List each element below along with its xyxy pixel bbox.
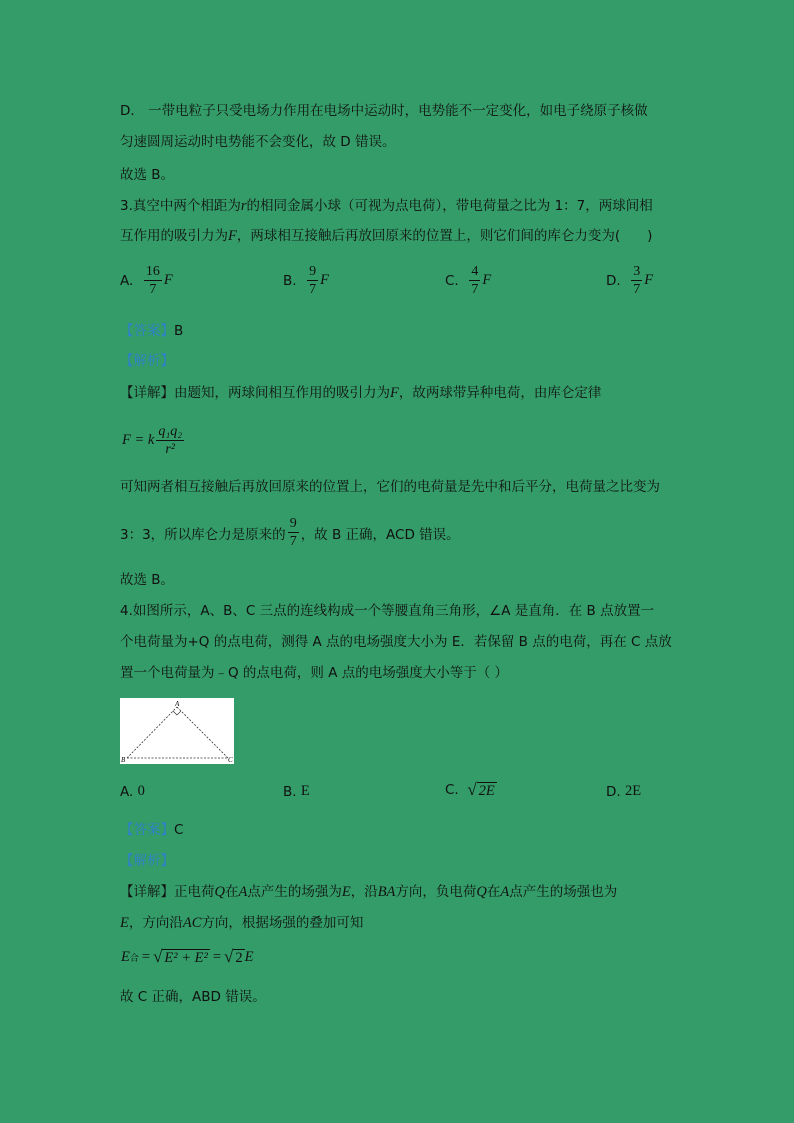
- q4-detail-line1: 【详解】正电荷Q在A点产生的场强为E，沿BA方向，负电荷Q在A点产生的场强也为: [120, 884, 618, 900]
- label-a: A: [175, 700, 180, 708]
- q3-option-b: B. $\frac{9}{7}$ F: [283, 264, 330, 297]
- q4-option-a: A. 0: [120, 783, 145, 800]
- q3-option-c: C. $\frac{4}{7}$ F: [445, 264, 492, 297]
- q3-analysis-tag: 【解析】: [120, 353, 174, 369]
- q4-conclusion: 故 C 正确，ABD 错误。: [120, 989, 266, 1005]
- label-b: B: [121, 756, 126, 764]
- q4-detail-line2: E，方向沿AC方向，根据场强的叠加可知: [120, 915, 364, 931]
- q4-stem-line3: 置一个电荷量为﹣Q 的点电荷，则 A 点的电场强度大小等于（ ）: [120, 665, 509, 681]
- q4-option-b: B. E: [283, 783, 310, 800]
- edge-ba: [127, 707, 177, 758]
- edge-ac: [177, 707, 228, 758]
- triangle-diagram: [120, 698, 234, 764]
- q3-stem-line2: 互作用的吸引力为F，两球相互接触后再放回原来的位置上，则它们间的库仑力变为( ): [120, 228, 653, 244]
- label-c: C: [228, 756, 233, 764]
- q4-option-c: C. √ 2E: [445, 780, 495, 799]
- right-angle-mark: [173, 711, 181, 715]
- q3-explain-line1: 可知两者相互接触后再放回原来的位置上，它们的电荷量是先中和后平分，电荷量之比变为: [120, 479, 660, 495]
- q3-coulomb-formula: F = k $\frac{\text{q₁q₂}}{\text{r²}}$: [122, 424, 183, 457]
- q2-option-d-line2: 匀速圆周运动时电势能不会变化，故 D 错误。: [120, 134, 396, 150]
- sqrt-2e: √ 2E: [467, 780, 495, 799]
- q4-stem-line1: 4.如图所示，A、B、C 三点的连线构成一个等腰直角三角形，∠A 是直角．在 B 点放置一: [120, 603, 655, 619]
- q4-analysis-tag: 【解析】: [120, 853, 174, 869]
- q3-explain-line2: 3：3，所以库仑力是原来的 $\frac{9}{7}$ ，故 B 正确，ACD 错误。: [120, 516, 460, 549]
- q3-answer: 【答案】B: [120, 323, 184, 339]
- q3-option-a: A. $\frac{16}{7}$ F: [120, 264, 173, 297]
- q4-option-d: D. 2E: [606, 783, 642, 800]
- q4-superposition-formula: E 合 = √ E² + E² = √ 2 E: [121, 947, 254, 966]
- q3-detail: 【详解】由题知，两球间相互作用的吸引力为F，故两球带异种电荷，由库仑定律: [120, 385, 602, 401]
- q4-stem-line2: 个电荷量为+Q 的点电荷，测得 A 点的电场强度大小为 E．若保留 B 点的电荷，再在 C 点放: [120, 634, 672, 650]
- q2-conclusion: 故选 B。: [120, 167, 175, 183]
- triangle-figure: [120, 698, 234, 764]
- q2-option-d-line1: D． 一带电粒子只受电场力作用在电场中运动时，电势能不一定变化，如电子绕原子核做: [120, 103, 648, 119]
- q3-stem-line1: 3.真空中两个相距为r的相同金属小球（可视为点电荷），带电荷量之比为 1：7，两球间相: [120, 198, 653, 214]
- q4-answer: 【答案】C: [120, 822, 184, 838]
- q3-option-d: D. $\frac{3}{7}$ F: [606, 264, 654, 297]
- q3-conclusion: 故选 B。: [120, 572, 175, 588]
